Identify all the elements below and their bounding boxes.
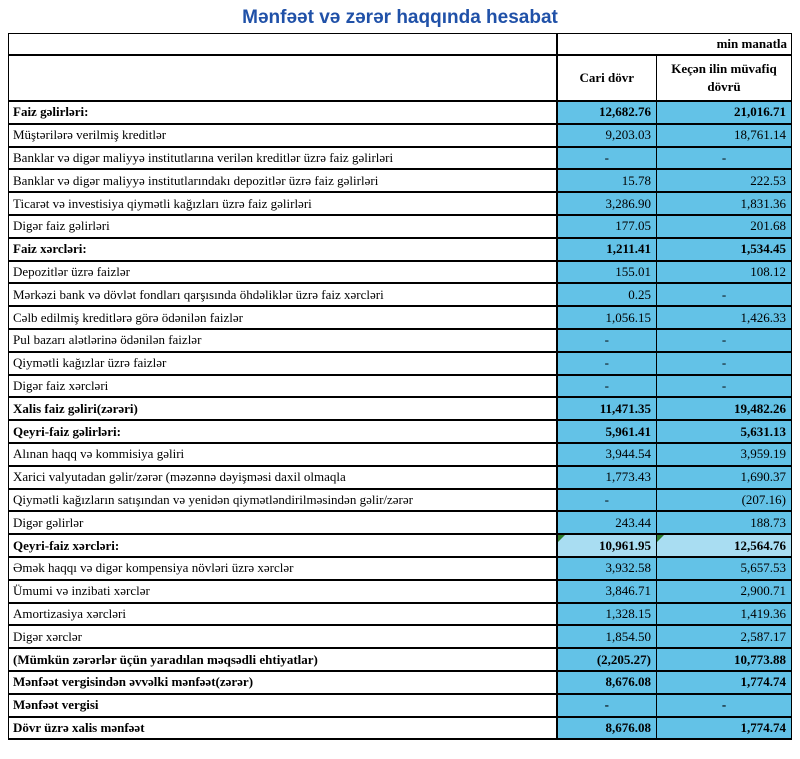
row-label-cell: Faiz xərcləri: xyxy=(9,238,557,261)
table-row xyxy=(9,489,792,512)
row-label-cell: Əmək haqqı və digər kompensiya növləri üzrə xərclər xyxy=(9,557,557,580)
current-value-cell: 3,286.90 xyxy=(557,192,657,215)
previous-value-cell: 5,631.13 xyxy=(657,420,792,443)
previous-value-cell: 188.73 xyxy=(657,511,792,534)
previous-value-cell: 10,773.88 xyxy=(657,648,792,671)
row-label-cell: Ticarət və investisiya qiymətli kağızları üzrə faiz gəlirləri xyxy=(9,192,557,215)
table-row xyxy=(9,443,792,466)
previous-value-cell: 222.53 xyxy=(657,169,792,192)
current-value-cell: 3,846.71 xyxy=(557,580,657,603)
row-label-cell: Qiymətli kağızlar üzrə faizlər xyxy=(9,352,557,375)
current-value-cell: - xyxy=(557,352,657,375)
previous-value-cell: - xyxy=(657,694,792,717)
table-row xyxy=(9,534,792,557)
previous-value-cell: 1,831.36 xyxy=(657,192,792,215)
current-value-cell: 8,676.08 xyxy=(557,671,657,694)
current-value-cell: - xyxy=(557,329,657,352)
table-row xyxy=(9,603,792,626)
table-row xyxy=(9,238,792,261)
current-value-cell: 155.01 xyxy=(557,261,657,284)
current-value-cell: - xyxy=(557,694,657,717)
current-value-cell: - xyxy=(557,489,657,512)
row-label-cell: Qeyri-faiz xərcləri: xyxy=(9,534,557,557)
table-row xyxy=(9,466,792,489)
previous-value-cell: 2,587.17 xyxy=(657,625,792,648)
row-label-cell: Xarici valyutadan gəlir/zərər (məzənnə dəyişməsi daxil olmaqla xyxy=(9,466,557,489)
previous-value-cell: 1,774.74 xyxy=(657,717,792,740)
table-row xyxy=(9,124,792,147)
previous-value-cell: 108.12 xyxy=(657,261,792,284)
previous-value-cell: 5,657.53 xyxy=(657,557,792,580)
table-row xyxy=(9,306,792,329)
row-label-cell: Mərkəzi bank və dövlət fondları qarşısında öhdəliklər üzrə faiz xərcləri xyxy=(9,283,557,306)
unit-row xyxy=(9,34,792,56)
previous-value-cell: 1,774.74 xyxy=(657,671,792,694)
previous-value-cell: 18,761.14 xyxy=(657,124,792,147)
row-label-cell: Mənfəət vergisi xyxy=(9,694,557,717)
row-label-cell: Cəlb edilmiş kreditlərə görə ödənilən faizlər xyxy=(9,306,557,329)
column-header-previous: Keçən ilin müvafiq dövrü xyxy=(657,55,792,101)
row-label-cell: Digər xərclər xyxy=(9,625,557,648)
table-row xyxy=(9,261,792,284)
current-value-cell: 3,932.58 xyxy=(557,557,657,580)
table-row xyxy=(9,283,792,306)
previous-value-cell: (207.16) xyxy=(657,489,792,512)
current-value-cell: 1,211.41 xyxy=(557,238,657,261)
report-table xyxy=(8,33,792,740)
row-label-cell: Amortizasiya xərcləri xyxy=(9,603,557,626)
previous-value-cell: 1,426.33 xyxy=(657,306,792,329)
current-value-cell: 12,682.76 xyxy=(557,101,657,124)
previous-value-cell: - xyxy=(657,283,792,306)
previous-value-cell: 1,690.37 xyxy=(657,466,792,489)
previous-value-cell: - xyxy=(657,147,792,170)
table-row xyxy=(9,147,792,170)
previous-value-cell: - xyxy=(657,352,792,375)
current-value-cell: - xyxy=(557,147,657,170)
row-label-cell: Digər faiz xərcləri xyxy=(9,375,557,398)
row-label-cell: Banklar və digər maliyyə institutlarına verilən kreditlər üzrə faiz gəlirləri xyxy=(9,147,557,170)
unit-note: min manatla xyxy=(557,34,792,56)
current-value-cell: 243.44 xyxy=(557,511,657,534)
current-value-cell: 10,961.95 xyxy=(557,534,657,557)
previous-value-cell: 1,534.45 xyxy=(657,238,792,261)
column-header-current: Cari dövr xyxy=(557,55,657,101)
table-row xyxy=(9,648,792,671)
previous-value-cell: 1,419.36 xyxy=(657,603,792,626)
current-value-cell: 1,773.43 xyxy=(557,466,657,489)
table-row xyxy=(9,694,792,717)
current-value-cell: 1,056.15 xyxy=(557,306,657,329)
table-row xyxy=(9,557,792,580)
current-value-cell: 11,471.35 xyxy=(557,397,657,420)
row-label-cell: Depozitlər üzrə faizlər xyxy=(9,261,557,284)
row-label-cell: Faiz gəlirləri: xyxy=(9,101,557,124)
current-value-cell: - xyxy=(557,375,657,398)
row-label-cell: Müştərilərə verilmiş kreditlər xyxy=(9,124,557,147)
table-row xyxy=(9,192,792,215)
current-value-cell: 5,961.41 xyxy=(557,420,657,443)
current-value-cell: (2,205.27) xyxy=(557,648,657,671)
table-row xyxy=(9,397,792,420)
label-column-header xyxy=(9,55,557,101)
column-header-row xyxy=(9,55,792,101)
row-label-cell: Digər gəlirlər xyxy=(9,511,557,534)
table-row xyxy=(9,511,792,534)
row-label-cell: Qeyri-faiz gəlirləri: xyxy=(9,420,557,443)
current-value-cell: 3,944.54 xyxy=(557,443,657,466)
current-value-cell: 8,676.08 xyxy=(557,717,657,740)
row-label-cell: Pul bazarı alətlərinə ödənilən faizlər xyxy=(9,329,557,352)
table-row xyxy=(9,420,792,443)
page-title: Mənfəət və zərər haqqında hesabat xyxy=(242,7,558,28)
current-value-cell: 1,328.15 xyxy=(557,603,657,626)
row-label-cell: Qiymətli kağızların satışından və yenidən qiymətləndirilməsindən gəlir/zərər xyxy=(9,489,557,512)
current-value-cell: 0.25 xyxy=(557,283,657,306)
previous-value-cell: 19,482.26 xyxy=(657,397,792,420)
row-label-cell: Dövr üzrə xalis mənfəət xyxy=(9,717,557,740)
table-row xyxy=(9,580,792,603)
table-row xyxy=(9,375,792,398)
previous-value-cell: 201.68 xyxy=(657,215,792,238)
row-label-cell: Ümumi və inzibati xərclər xyxy=(9,580,557,603)
row-label-cell: Xalis faiz gəliri(zərəri) xyxy=(9,397,557,420)
current-value-cell: 177.05 xyxy=(557,215,657,238)
report-table-body xyxy=(9,101,792,739)
previous-value-cell: - xyxy=(657,375,792,398)
table-row xyxy=(9,215,792,238)
table-row xyxy=(9,671,792,694)
previous-value-cell: 3,959.19 xyxy=(657,443,792,466)
current-value-cell: 15.78 xyxy=(557,169,657,192)
previous-value-cell: 12,564.76 xyxy=(657,534,792,557)
row-label-cell: (Mümkün zərərlər üçün yaradılan məqsədli ehtiyatlar) xyxy=(9,648,557,671)
row-label-cell: Mənfəət vergisindən əvvəlki mənfəət(zərər) xyxy=(9,671,557,694)
table-row xyxy=(9,169,792,192)
row-label-cell: Alınan haqq və kommisiya gəliri xyxy=(9,443,557,466)
table-row xyxy=(9,625,792,648)
current-value-cell: 1,854.50 xyxy=(557,625,657,648)
unit-row-empty-cell xyxy=(9,34,557,56)
row-label-cell: Digər faiz gəlirləri xyxy=(9,215,557,238)
previous-value-cell: - xyxy=(657,329,792,352)
table-row xyxy=(9,717,792,740)
previous-value-cell: 21,016.71 xyxy=(657,101,792,124)
table-row xyxy=(9,352,792,375)
current-value-cell: 9,203.03 xyxy=(557,124,657,147)
previous-value-cell: 2,900.71 xyxy=(657,580,792,603)
table-row xyxy=(9,101,792,124)
table-row xyxy=(9,329,792,352)
row-label-cell: Banklar və digər maliyyə institutlarındakı depozitlər üzrə faiz gəlirləri xyxy=(9,169,557,192)
